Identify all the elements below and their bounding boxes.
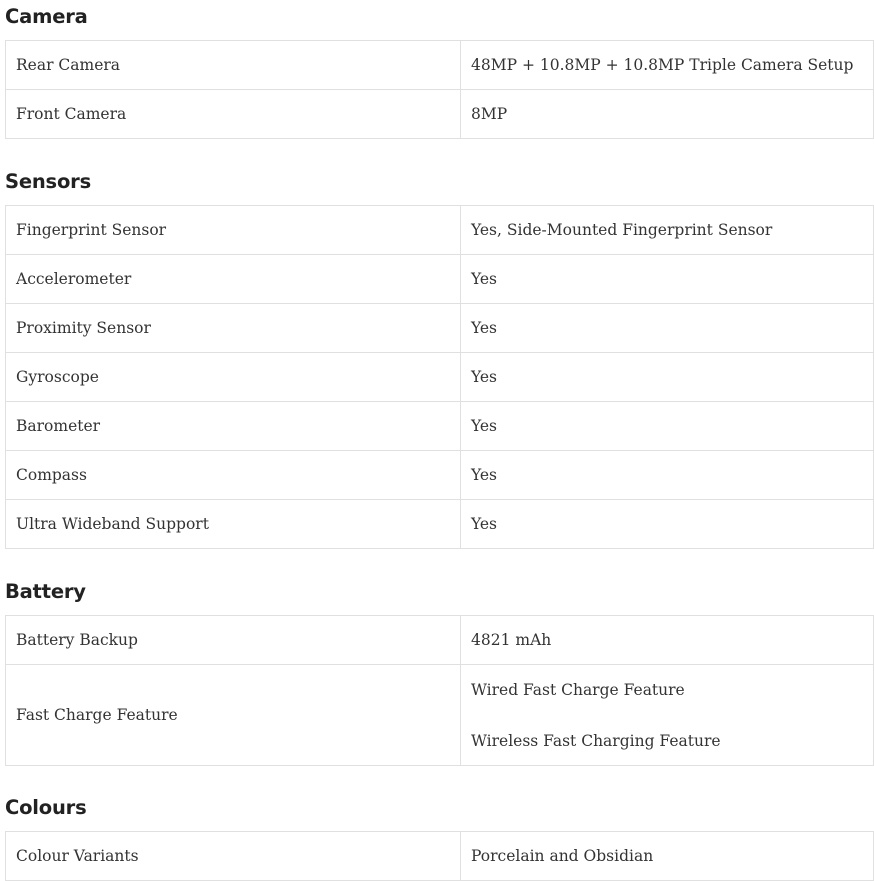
spec-label: Proximity Sensor <box>6 304 461 353</box>
spec-value-multi <box>461 665 874 766</box>
table-row <box>6 304 874 353</box>
spec-value: Yes <box>461 304 874 353</box>
colours-spec-table <box>5 831 874 881</box>
spec-value: 8MP <box>461 90 874 139</box>
spec-value: 4821 mAh <box>461 616 874 665</box>
spec-value: Porcelain and Obsidian <box>461 832 874 881</box>
spec-label: Barometer <box>6 402 461 451</box>
table-row <box>6 500 874 549</box>
table-row <box>6 41 874 90</box>
spec-label: Gyroscope <box>6 353 461 402</box>
spec-value-line: Wireless Fast Charging Feature <box>471 732 721 750</box>
spec-label: Fast Charge Feature <box>6 665 461 766</box>
sensors-spec-table <box>5 205 874 549</box>
spec-label: Battery Backup <box>6 616 461 665</box>
battery-spec-table <box>5 615 874 766</box>
spec-label: Ultra Wideband Support <box>6 500 461 549</box>
spec-value: Yes <box>461 402 874 451</box>
camera-spec-table <box>5 40 874 139</box>
table-row <box>6 832 874 881</box>
spec-label: Accelerometer <box>6 255 461 304</box>
spec-value: Yes <box>461 255 874 304</box>
table-row <box>6 353 874 402</box>
spec-label: Rear Camera <box>6 41 461 90</box>
table-row <box>6 90 874 139</box>
table-row <box>6 402 874 451</box>
spec-label: Front Camera <box>6 90 461 139</box>
spec-label: Fingerprint Sensor <box>6 206 461 255</box>
table-row <box>6 206 874 255</box>
section-title-camera: Camera <box>5 5 88 28</box>
spec-label: Compass <box>6 451 461 500</box>
spec-value: Yes <box>461 353 874 402</box>
section-title-colours: Colours <box>5 796 87 819</box>
spec-value: 48MP + 10.8MP + 10.8MP Triple Camera Setup <box>461 41 874 90</box>
section-title-sensors: Sensors <box>5 170 91 193</box>
spec-value-line: Wired Fast Charge Feature <box>471 681 685 699</box>
spec-label: Colour Variants <box>6 832 461 881</box>
section-title-battery: Battery <box>5 580 86 603</box>
spec-value: Yes <box>461 451 874 500</box>
spec-value: Yes <box>461 500 874 549</box>
table-row <box>6 616 874 665</box>
table-row <box>6 665 874 766</box>
table-row <box>6 451 874 500</box>
table-row <box>6 255 874 304</box>
spec-value: Yes, Side-Mounted Fingerprint Sensor <box>461 206 874 255</box>
